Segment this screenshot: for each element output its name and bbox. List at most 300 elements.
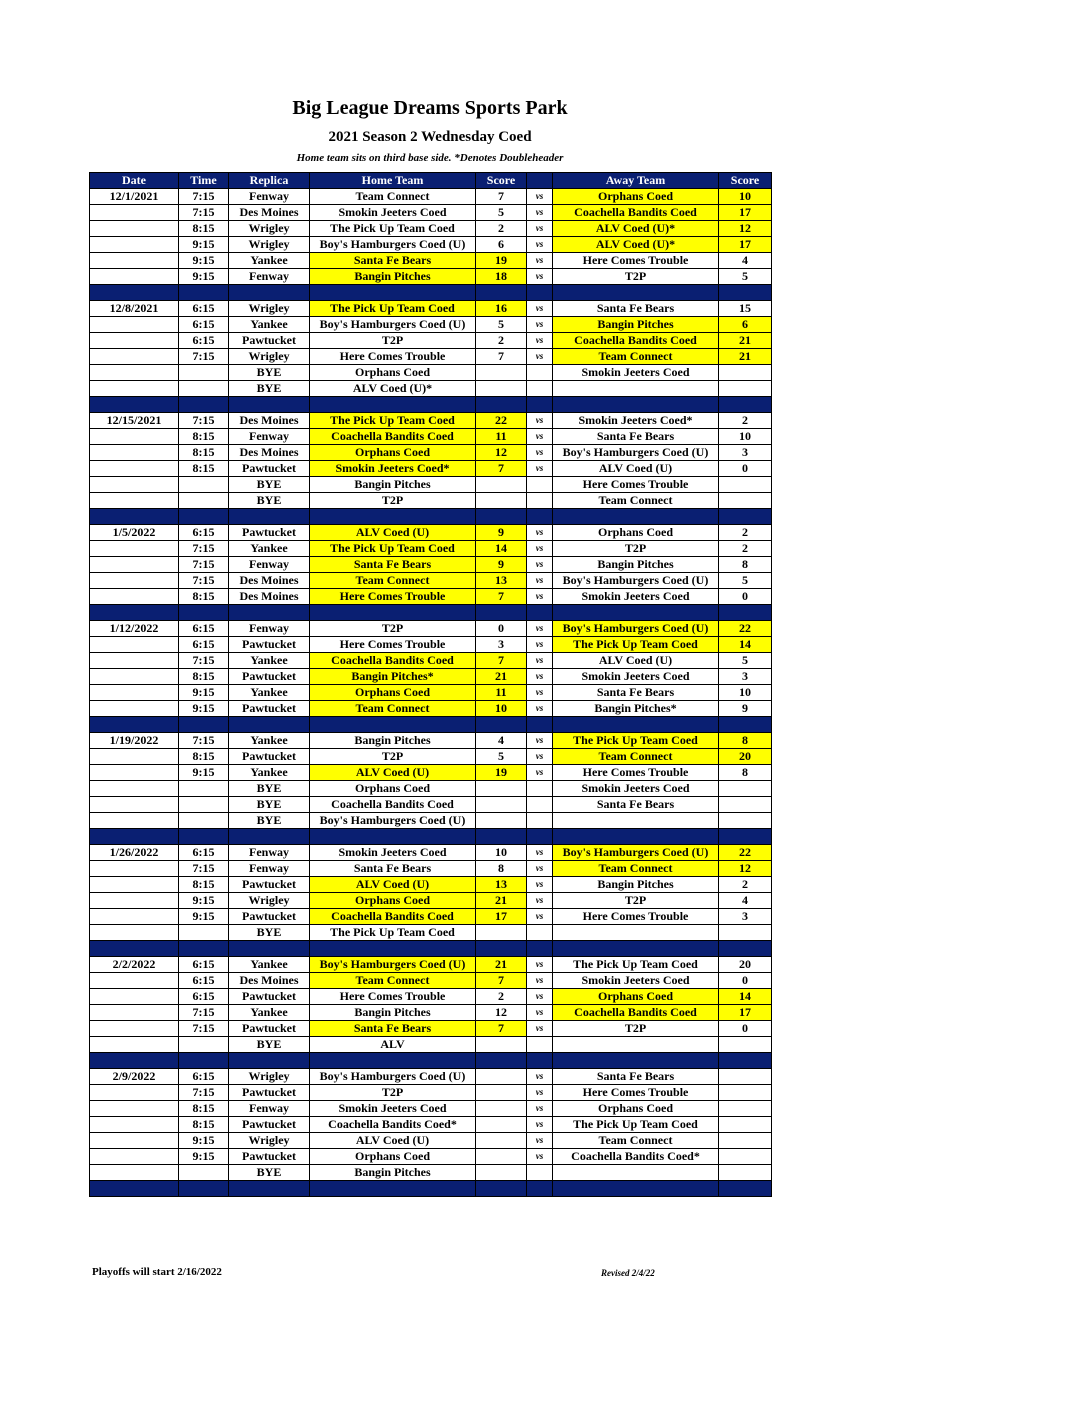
home-score-cell: 8: [476, 861, 527, 877]
time-cell: 7:15: [179, 557, 229, 573]
home-score-cell: [476, 1037, 527, 1053]
week-separator: [90, 285, 772, 301]
away-team-cell: Team Connect: [553, 349, 719, 365]
date-cell: [90, 989, 179, 1005]
away-score-cell: 10: [719, 685, 772, 701]
home-team-cell: Orphans Coed: [310, 365, 476, 381]
away-team-cell: Team Connect: [553, 493, 719, 509]
home-score-cell: 12: [476, 445, 527, 461]
separator-cell: [310, 285, 476, 301]
week-separator: [90, 397, 772, 413]
separator-cell: [90, 1181, 179, 1197]
time-cell: 8:15: [179, 589, 229, 605]
table-row: [90, 477, 772, 493]
home-team-cell: Bangin Pitches: [310, 1165, 476, 1181]
col-header-away-team: Away Team: [553, 173, 719, 189]
date-cell: [90, 701, 179, 717]
away-team-cell: Team Connect: [553, 861, 719, 877]
home-score-cell: [476, 477, 527, 493]
home-team-cell: ALV Coed (U): [310, 765, 476, 781]
time-cell: 7:15: [179, 1005, 229, 1021]
home-score-cell: 5: [476, 749, 527, 765]
separator-cell: [476, 829, 527, 845]
date-cell: [90, 237, 179, 253]
replica-cell: Des Moines: [229, 205, 310, 221]
table-row: [90, 525, 772, 541]
away-team-cell: Bangin Pitches: [553, 317, 719, 333]
table-row: [90, 765, 772, 781]
away-team-cell: Smokin Jeeters Coed: [553, 781, 719, 797]
replica-cell: Pawtucket: [229, 1117, 310, 1133]
table-row: [90, 557, 772, 573]
home-team-cell: The Pick Up Team Coed: [310, 925, 476, 941]
away-score-cell: [719, 925, 772, 941]
home-team-cell: Santa Fe Bears: [310, 557, 476, 573]
separator-cell: [527, 1053, 553, 1069]
separator-cell: [229, 1053, 310, 1069]
home-team-cell: Coachella Bandits Coed: [310, 653, 476, 669]
separator-cell: [476, 285, 527, 301]
table-row: [90, 205, 772, 221]
time-cell: [179, 365, 229, 381]
table-row: [90, 909, 772, 925]
home-score-cell: 13: [476, 573, 527, 589]
away-score-cell: 6: [719, 317, 772, 333]
table-row: [90, 253, 772, 269]
home-team-cell: Smokin Jeeters Coed: [310, 1101, 476, 1117]
date-cell: [90, 893, 179, 909]
time-cell: 9:15: [179, 253, 229, 269]
replica-cell: Pawtucket: [229, 1021, 310, 1037]
separator-cell: [553, 829, 719, 845]
date-cell: 12/1/2021: [90, 189, 179, 205]
date-cell: [90, 877, 179, 893]
separator-cell: [229, 509, 310, 525]
replica-cell: Fenway: [229, 1101, 310, 1117]
table-row: [90, 413, 772, 429]
separator-cell: [719, 285, 772, 301]
vs-cell: [527, 1165, 553, 1181]
time-cell: 9:15: [179, 909, 229, 925]
replica-cell: BYE: [229, 1165, 310, 1181]
home-score-cell: 7: [476, 189, 527, 205]
replica-cell: Fenway: [229, 429, 310, 445]
date-cell: [90, 781, 179, 797]
home-team-cell: Bangin Pitches: [310, 733, 476, 749]
table-row: [90, 1069, 772, 1085]
separator-cell: [310, 1181, 476, 1197]
vs-cell: vs: [527, 957, 553, 973]
away-score-cell: [719, 797, 772, 813]
time-cell: 9:15: [179, 1149, 229, 1165]
table-row: [90, 365, 772, 381]
table-row: [90, 445, 772, 461]
separator-cell: [527, 717, 553, 733]
home-team-cell: Orphans Coed: [310, 445, 476, 461]
separator-cell: [229, 829, 310, 845]
vs-cell: vs: [527, 333, 553, 349]
vs-cell: vs: [527, 973, 553, 989]
home-score-cell: 7: [476, 653, 527, 669]
away-score-cell: [719, 1133, 772, 1149]
date-cell: 2/9/2022: [90, 1069, 179, 1085]
away-score-cell: 2: [719, 877, 772, 893]
date-cell: [90, 365, 179, 381]
date-cell: [90, 589, 179, 605]
home-score-cell: 11: [476, 429, 527, 445]
home-team-cell: Team Connect: [310, 701, 476, 717]
vs-cell: vs: [527, 1005, 553, 1021]
replica-cell: BYE: [229, 813, 310, 829]
home-score-cell: 2: [476, 333, 527, 349]
away-team-cell: T2P: [553, 269, 719, 285]
home-score-cell: 6: [476, 237, 527, 253]
home-score-cell: [476, 1149, 527, 1165]
date-cell: [90, 1021, 179, 1037]
home-score-cell: [476, 925, 527, 941]
table-row: [90, 1101, 772, 1117]
separator-cell: [310, 397, 476, 413]
away-score-cell: [719, 381, 772, 397]
separator-cell: [229, 1181, 310, 1197]
replica-cell: Wrigley: [229, 349, 310, 365]
away-team-cell: Coachella Bandits Coed: [553, 333, 719, 349]
time-cell: 6:15: [179, 989, 229, 1005]
time-cell: 6:15: [179, 525, 229, 541]
time-cell: 9:15: [179, 893, 229, 909]
time-cell: 7:15: [179, 1085, 229, 1101]
home-score-cell: [476, 1085, 527, 1101]
replica-cell: Yankee: [229, 541, 310, 557]
home-score-cell: 2: [476, 221, 527, 237]
away-team-cell: Team Connect: [553, 749, 719, 765]
time-cell: 8:15: [179, 429, 229, 445]
date-cell: [90, 557, 179, 573]
home-team-cell: Smokin Jeeters Coed*: [310, 461, 476, 477]
col-header-home-score: Score: [476, 173, 527, 189]
date-cell: [90, 637, 179, 653]
vs-cell: vs: [527, 429, 553, 445]
separator-cell: [90, 1053, 179, 1069]
replica-cell: Pawtucket: [229, 1085, 310, 1101]
replica-cell: Pawtucket: [229, 669, 310, 685]
away-score-cell: 10: [719, 189, 772, 205]
replica-cell: Des Moines: [229, 573, 310, 589]
separator-cell: [476, 941, 527, 957]
table-row: [90, 669, 772, 685]
replica-cell: Pawtucket: [229, 749, 310, 765]
date-cell: [90, 749, 179, 765]
replica-cell: Des Moines: [229, 445, 310, 461]
home-team-cell: ALV Coed (U): [310, 1133, 476, 1149]
away-team-cell: Boy's Hamburgers Coed (U): [553, 573, 719, 589]
away-score-cell: 17: [719, 237, 772, 253]
date-cell: [90, 477, 179, 493]
date-cell: [90, 669, 179, 685]
home-score-cell: 19: [476, 765, 527, 781]
table-row: [90, 1149, 772, 1165]
vs-cell: vs: [527, 637, 553, 653]
date-cell: [90, 1133, 179, 1149]
date-cell: [90, 381, 179, 397]
time-cell: 7:15: [179, 189, 229, 205]
replica-cell: Wrigley: [229, 221, 310, 237]
separator-cell: [719, 1053, 772, 1069]
separator-cell: [719, 829, 772, 845]
table-row: [90, 1165, 772, 1181]
vs-cell: vs: [527, 733, 553, 749]
vs-cell: vs: [527, 765, 553, 781]
vs-cell: vs: [527, 749, 553, 765]
replica-cell: Wrigley: [229, 301, 310, 317]
away-team-cell: Smokin Jeeters Coed: [553, 669, 719, 685]
away-team-cell: Smokin Jeeters Coed: [553, 973, 719, 989]
away-score-cell: 8: [719, 733, 772, 749]
time-cell: 7:15: [179, 349, 229, 365]
vs-cell: vs: [527, 189, 553, 205]
table-row: [90, 813, 772, 829]
vs-cell: [527, 493, 553, 509]
vs-cell: vs: [527, 653, 553, 669]
time-cell: [179, 813, 229, 829]
time-cell: 7:15: [179, 573, 229, 589]
table-row: [90, 493, 772, 509]
col-header-home-team: Home Team: [310, 173, 476, 189]
replica-cell: Pawtucket: [229, 877, 310, 893]
time-cell: [179, 381, 229, 397]
date-cell: [90, 973, 179, 989]
home-team-cell: Team Connect: [310, 573, 476, 589]
separator-cell: [553, 397, 719, 413]
vs-cell: vs: [527, 525, 553, 541]
away-score-cell: 0: [719, 973, 772, 989]
home-score-cell: 2: [476, 989, 527, 1005]
home-team-cell: Smokin Jeeters Coed: [310, 205, 476, 221]
away-team-cell: Here Comes Trouble: [553, 253, 719, 269]
separator-cell: [179, 509, 229, 525]
away-team-cell: Santa Fe Bears: [553, 797, 719, 813]
home-score-cell: 18: [476, 269, 527, 285]
time-cell: 9:15: [179, 685, 229, 701]
home-team-cell: Bangin Pitches*: [310, 669, 476, 685]
home-team-cell: T2P: [310, 493, 476, 509]
separator-cell: [719, 605, 772, 621]
playoffs-note: Playoffs will start 2/16/2022: [92, 1266, 222, 1278]
time-cell: [179, 1165, 229, 1181]
vs-cell: [527, 1037, 553, 1053]
time-cell: 7:15: [179, 1021, 229, 1037]
replica-cell: BYE: [229, 365, 310, 381]
vs-cell: [527, 925, 553, 941]
table-row: [90, 893, 772, 909]
replica-cell: BYE: [229, 493, 310, 509]
time-cell: 8:15: [179, 1101, 229, 1117]
away-score-cell: 5: [719, 573, 772, 589]
separator-cell: [179, 717, 229, 733]
replica-cell: BYE: [229, 1037, 310, 1053]
away-team-cell: Bangin Pitches*: [553, 701, 719, 717]
vs-cell: vs: [527, 621, 553, 637]
home-team-cell: Here Comes Trouble: [310, 589, 476, 605]
separator-cell: [90, 605, 179, 621]
home-team-cell: The Pick Up Team Coed: [310, 541, 476, 557]
date-cell: 12/15/2021: [90, 413, 179, 429]
date-cell: [90, 317, 179, 333]
table-row: [90, 973, 772, 989]
home-score-cell: 7: [476, 973, 527, 989]
week-separator: [90, 509, 772, 525]
away-team-cell: Bangin Pitches: [553, 557, 719, 573]
away-score-cell: 20: [719, 957, 772, 973]
week-separator: [90, 1181, 772, 1197]
home-score-cell: 19: [476, 253, 527, 269]
away-score-cell: 14: [719, 989, 772, 1005]
home-score-cell: 17: [476, 909, 527, 925]
table-row: [90, 349, 772, 365]
replica-cell: Fenway: [229, 845, 310, 861]
date-cell: [90, 333, 179, 349]
date-cell: [90, 1149, 179, 1165]
replica-cell: BYE: [229, 381, 310, 397]
table-row: [90, 237, 772, 253]
replica-cell: Des Moines: [229, 589, 310, 605]
away-team-cell: The Pick Up Team Coed: [553, 733, 719, 749]
replica-cell: Fenway: [229, 189, 310, 205]
table-row: [90, 989, 772, 1005]
home-score-cell: 14: [476, 541, 527, 557]
date-cell: 1/12/2022: [90, 621, 179, 637]
away-team-cell: ALV Coed (U): [553, 461, 719, 477]
vs-cell: [527, 365, 553, 381]
date-cell: [90, 1037, 179, 1053]
separator-cell: [310, 605, 476, 621]
date-cell: [90, 205, 179, 221]
away-score-cell: 12: [719, 221, 772, 237]
separator-cell: [310, 509, 476, 525]
col-header-date: Date: [90, 173, 179, 189]
separator-cell: [553, 605, 719, 621]
home-team-cell: ALV Coed (U)*: [310, 381, 476, 397]
away-team-cell: The Pick Up Team Coed: [553, 1117, 719, 1133]
home-score-cell: 7: [476, 349, 527, 365]
table-row: [90, 845, 772, 861]
home-score-cell: [476, 797, 527, 813]
separator-cell: [310, 717, 476, 733]
replica-cell: Fenway: [229, 557, 310, 573]
home-team-cell: Boy's Hamburgers Coed (U): [310, 813, 476, 829]
away-score-cell: 17: [719, 205, 772, 221]
replica-cell: Pawtucket: [229, 1149, 310, 1165]
time-cell: 6:15: [179, 333, 229, 349]
home-score-cell: 9: [476, 557, 527, 573]
home-team-cell: Smokin Jeeters Coed: [310, 845, 476, 861]
away-team-cell: T2P: [553, 1021, 719, 1037]
table-row: [90, 333, 772, 349]
table-row: [90, 861, 772, 877]
separator-cell: [527, 829, 553, 845]
away-score-cell: [719, 365, 772, 381]
separator-cell: [553, 509, 719, 525]
home-score-cell: [476, 1069, 527, 1085]
separator-cell: [90, 397, 179, 413]
time-cell: 9:15: [179, 1133, 229, 1149]
table-row: [90, 653, 772, 669]
date-cell: 12/8/2021: [90, 301, 179, 317]
time-cell: 7:15: [179, 653, 229, 669]
date-cell: 1/26/2022: [90, 845, 179, 861]
vs-cell: vs: [527, 669, 553, 685]
home-score-cell: 7: [476, 461, 527, 477]
replica-cell: Wrigley: [229, 237, 310, 253]
time-cell: 8:15: [179, 1117, 229, 1133]
table-row: [90, 749, 772, 765]
vs-cell: vs: [527, 893, 553, 909]
home-score-cell: [476, 381, 527, 397]
date-cell: [90, 573, 179, 589]
separator-cell: [476, 397, 527, 413]
home-score-cell: 0: [476, 621, 527, 637]
time-cell: [179, 781, 229, 797]
away-score-cell: 2: [719, 413, 772, 429]
vs-cell: [527, 781, 553, 797]
table-row: [90, 269, 772, 285]
table-row: [90, 381, 772, 397]
away-score-cell: 21: [719, 349, 772, 365]
away-team-cell: ALV Coed (U): [553, 653, 719, 669]
vs-cell: vs: [527, 989, 553, 1005]
vs-cell: vs: [527, 701, 553, 717]
away-score-cell: [719, 1101, 772, 1117]
away-team-cell: Here Comes Trouble: [553, 1085, 719, 1101]
home-team-cell: The Pick Up Team Coed: [310, 413, 476, 429]
time-cell: 7:15: [179, 733, 229, 749]
vs-cell: vs: [527, 1149, 553, 1165]
home-team-cell: Orphans Coed: [310, 893, 476, 909]
table-row: [90, 925, 772, 941]
home-team-cell: ALV Coed (U): [310, 877, 476, 893]
away-score-cell: 3: [719, 669, 772, 685]
home-team-cell: Orphans Coed: [310, 781, 476, 797]
date-cell: 1/19/2022: [90, 733, 179, 749]
date-cell: [90, 1101, 179, 1117]
replica-cell: Yankee: [229, 653, 310, 669]
vs-cell: vs: [527, 909, 553, 925]
time-cell: 6:15: [179, 621, 229, 637]
replica-cell: Fenway: [229, 861, 310, 877]
replica-cell: Yankee: [229, 957, 310, 973]
col-header-time: Time: [179, 173, 229, 189]
date-cell: [90, 797, 179, 813]
vs-cell: vs: [527, 557, 553, 573]
away-score-cell: 3: [719, 445, 772, 461]
separator-cell: [719, 1181, 772, 1197]
table-row: [90, 317, 772, 333]
away-team-cell: Here Comes Trouble: [553, 765, 719, 781]
replica-cell: Wrigley: [229, 1133, 310, 1149]
vs-cell: vs: [527, 349, 553, 365]
replica-cell: Pawtucket: [229, 461, 310, 477]
table-row: [90, 573, 772, 589]
home-team-cell: The Pick Up Team Coed: [310, 221, 476, 237]
vs-cell: vs: [527, 1021, 553, 1037]
separator-cell: [90, 509, 179, 525]
away-team-cell: ALV Coed (U)*: [553, 237, 719, 253]
week-separator: [90, 829, 772, 845]
table-row: [90, 781, 772, 797]
date-cell: [90, 445, 179, 461]
vs-cell: vs: [527, 877, 553, 893]
time-cell: [179, 1037, 229, 1053]
